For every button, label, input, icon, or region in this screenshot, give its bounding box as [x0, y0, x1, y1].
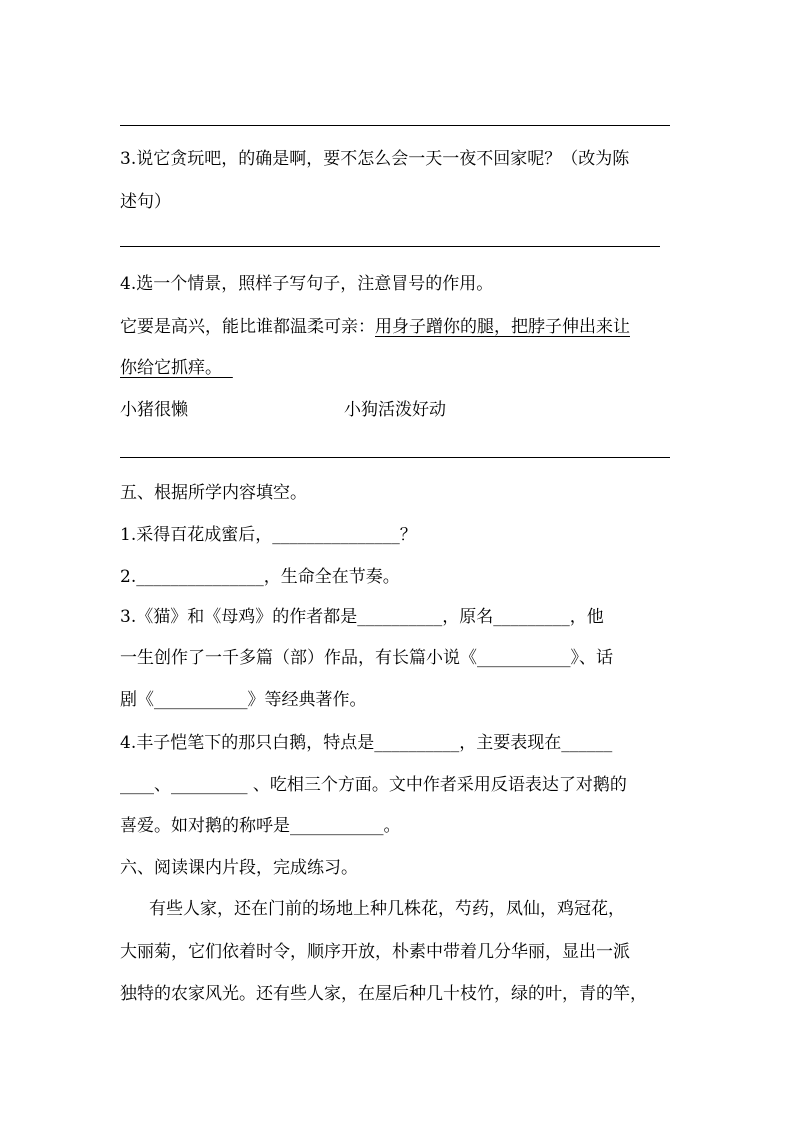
section-5-q2: 2._______________，生命全在节奏。: [120, 567, 400, 587]
question-4-example-line-2: [120, 357, 233, 379]
answer-line-3: [120, 457, 670, 458]
example-underline-tail: [222, 358, 233, 378]
question-4-title: 4.选一个情景，照样子写句子，注意冒号的作用。: [120, 274, 494, 294]
example-colon: ：: [358, 317, 375, 337]
section-5-q4-line-1: 4.丰子恺笔下的那只白鹅，特点是__________，主要表现在______: [120, 733, 613, 753]
answer-line-2: [120, 246, 660, 247]
scene-option-2: 小狗活泼好动: [344, 400, 446, 420]
question-3-line-1: 3.说它贪玩吧，的确是啊，要不怎么会一天一夜不回家呢？（改为陈: [120, 149, 630, 169]
example-prefix: 它要是高兴，能比谁都温柔可亲: [120, 317, 358, 337]
passage-line-3: 独特的农家风光。还有些人家，在屋后种几十枝竹，绿的叶，青的竿，: [120, 984, 647, 1004]
section-5-q4-line-2: ____、_________ 、吃相三个方面。文中作者采用反语表达了对鹅的: [120, 775, 627, 795]
section-5-title: 五、根据所学内容填空。: [120, 483, 307, 503]
passage-line-2: 大丽菊，它们依着时令，顺序开放，朴素中带着几分华丽，显出一派: [120, 942, 630, 962]
example-underlined-text-2: 你给它抓痒。: [120, 358, 222, 378]
example-underlined-text: 用身子蹭你的腿，把脖子伸出来让: [375, 317, 630, 337]
section-5-q3-line-1: 3.《猫》和《母鸡》的作者都是__________，原名_________，他: [120, 607, 604, 627]
section-5-q3-line-3: 剧《___________》等经典著作。: [120, 690, 367, 710]
passage-line-1: 有些人家，还在门前的场地上种几株花，芍药，凤仙，鸡冠花，: [149, 899, 625, 919]
answer-line-1: [120, 125, 670, 126]
scene-option-1: 小猪很懒: [120, 400, 188, 420]
question-3-line-2: 述句）: [120, 192, 171, 212]
section-5-q1: 1.采得百花成蜜后，_______________？: [120, 525, 417, 545]
section-5-q4-line-3: 喜爱。如对鹅的称呼是___________。: [120, 816, 401, 836]
question-4-example-line-1: [120, 316, 630, 338]
section-5-q3-line-2: 一生创作了一千多篇（部）作品，有长篇小说《___________》、话: [120, 648, 613, 668]
section-6-title: 六、阅读课内片段，完成练习。: [120, 858, 358, 878]
